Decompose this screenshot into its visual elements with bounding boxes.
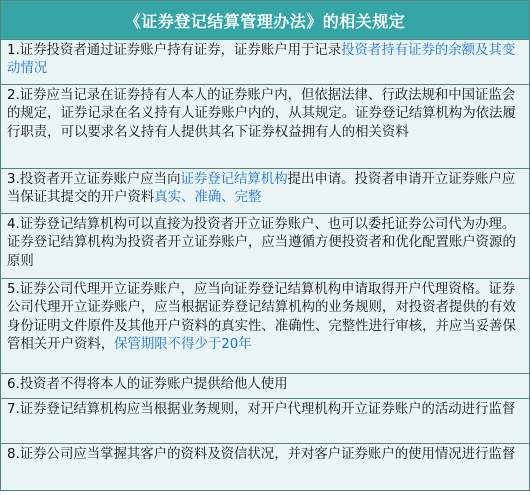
table-row	[1, 40, 529, 85]
row-text: 1.证券投资者通过证券账户持有证券，证券账户用于记录	[7, 43, 342, 58]
row-text: 3.投资者开立证券账户应当向	[7, 172, 181, 187]
row-highlight: 投资者持有证券的余额及其变动情况	[7, 43, 516, 77]
row-text: 6.投资者不得将本人的证券账户提供给他人使用	[7, 377, 288, 392]
row-text: 提出申请。投资者申请开立证券账户应当保证其提交的开户资料	[7, 172, 516, 206]
table-row	[1, 169, 529, 214]
row-text: 4.证券登记结算机构可以直接为投资者开立证券账户、也可以委托证券公司代为办理。证券登记结算机构为投资者开立证券账户，应当遵循方便投资者和优化配置账户资源的原则	[7, 217, 516, 269]
row-text: 2.证券应当记录在证券持有人本人的证券账户内，但依据法律、行政法规和中国证监会的规定，证券记录在名义持有人证券账户内的，从其规定。证券登记结算机构为依法履行职责，可以要求名义持有人提供其名下证券权益拥有人的相关资料	[7, 88, 516, 140]
row-highlight: 保管期限不得少于20年	[114, 336, 252, 352]
row-text: 8.证券公司应当掌握其客户的资料及资信状况，并对客户证券账户的使用情况进行监督	[7, 447, 516, 462]
table-title: 《证券登记结算管理办法》的相关规定	[1, 1, 529, 40]
table-row	[1, 279, 529, 374]
row-text: 5.证券公司代理开立证券账户，应当向证券登记结算机构申请取得开户代理资格。证券公司代理开立证券账户，应当根据证券登记结算机构的业务规则，对投资者提供的有效身份证明文件原件及其他开户资料的真实性、准确性、完整性进行审核，并应当妥善保管相关开户资料，	[7, 282, 516, 352]
table-row	[1, 214, 529, 279]
row-highlight: 证券登记结算机构	[180, 172, 288, 187]
row-text: 7.证券登记结算机构应当根据业务规则，对开户代理机构开立证券账户的活动进行监督	[7, 402, 516, 417]
table-row	[1, 374, 529, 399]
table-row	[1, 85, 529, 169]
row-highlight: 真实、准确、完整	[154, 190, 262, 206]
table-row	[1, 444, 529, 490]
table-row	[1, 399, 529, 444]
